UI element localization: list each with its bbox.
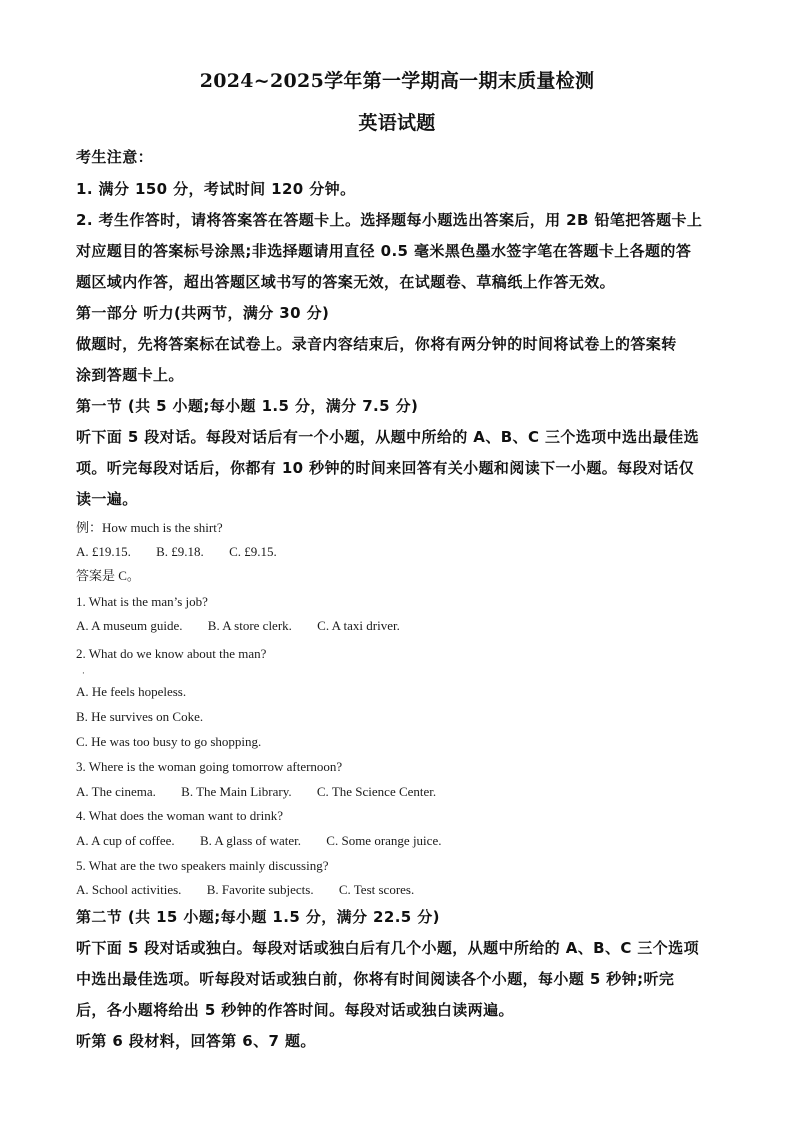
section1-heading: 第一节 (共 5 小题;每小题 1.5 分，满分 7.5 分) xyxy=(76,397,419,415)
notice-item-2-line-3: 题区域内作答，超出答题区域书写的答案无效，在试题卷、草稿纸上作答无效。 xyxy=(76,273,616,291)
example-option-c: C. £9.15. xyxy=(229,544,277,559)
section2-instruction-line-3: 后，各小题将给出 5 秒钟的作答时间。每段对话或独白读两遍。 xyxy=(76,1001,514,1019)
example-options xyxy=(76,542,726,562)
exam-subtitle: 英语试题 xyxy=(358,112,436,134)
question-1: 1. What is the man’s job? xyxy=(76,594,208,609)
part1-instruction-line-2: 涂到答题卡上。 xyxy=(76,366,184,384)
q1-option-a: A. A museum guide. xyxy=(76,618,183,633)
question-3-options xyxy=(76,782,726,802)
notice-item-1: 1. 满分 150 分，考试时间 120 分钟。 xyxy=(76,180,356,198)
section1-instruction-line-3: 读一遍。 xyxy=(76,490,138,508)
question-4: 4. What does the woman want to drink? xyxy=(76,808,283,823)
example-answer: 答案是 C。 xyxy=(76,568,140,583)
question-3: 3. Where is the woman going tomorrow afternoon? xyxy=(76,759,343,774)
question-4-options xyxy=(76,831,726,851)
q3-option-c: C. The Science Center. xyxy=(316,784,437,799)
notice-item-2-line-2: 对应题目的答案标号涂黑;非选择题请用直径 0.5 毫米黑色墨水签字笔在答题卡上各题的答 xyxy=(76,242,692,260)
question-2: 2. What do we know about the man? xyxy=(76,646,267,661)
q2-option-a: A. He feels hopeless. xyxy=(76,684,187,699)
question-5: 5. What are the two speakers mainly discussing? xyxy=(76,858,329,873)
section2-instruction-line-2: 中选出最佳选项。听每段对话或独白前，你将有时间阅读各个小题，每小题 5 秒钟;听完 xyxy=(76,970,675,988)
question-1-options xyxy=(76,616,726,636)
q5-option-b: B. Favorite subjects. xyxy=(206,882,314,897)
q1-option-c: C. A taxi driver. xyxy=(317,618,400,633)
q4-option-a: A. A cup of coffee. xyxy=(76,833,175,848)
section2-heading: 第二节 (共 15 小题;每小题 1.5 分，满分 22.5 分) xyxy=(76,908,440,926)
notice-item-2-line-1: 2. 考生作答时，请将答案答在答题卡上。选择题每小题选出答案后，用 2B 铅笔把答题卡上 xyxy=(76,211,703,229)
section1-instruction-line-1: 听下面 5 段对话。每段对话后有一个小题，从题中所给的 A、B、C 三个选项中选出最佳选 xyxy=(76,428,699,446)
q3-option-a: A. The cinema. xyxy=(76,784,156,799)
q5-option-a: A. School activities. xyxy=(76,882,182,897)
question-5-options xyxy=(76,880,726,900)
part1-instruction-line-1: 做题时，先将答案标在试卷上。录音内容结束后，你将有两分钟的时间将试卷上的答案转 xyxy=(76,335,677,353)
notice-heading: 考生注意： xyxy=(76,148,154,166)
stray-mark: · xyxy=(82,669,85,679)
example-option-b: B. £9.18. xyxy=(156,544,204,559)
q4-option-c: C. Some orange juice. xyxy=(326,833,442,848)
q2-option-b: B. He survives on Coke. xyxy=(76,709,204,724)
section1-instruction-line-2: 项。听完每段对话后，你都有 10 秒钟的时间来回答有关小题和阅读下一小题。每段对话仅 xyxy=(76,459,695,477)
q1-option-b: B. A store clerk. xyxy=(207,618,292,633)
section2-instruction-line-1: 听下面 5 段对话或独白。每段对话或独白后有几个小题，从题中所给的 A、B、C 三个选项 xyxy=(76,939,699,957)
q2-option-c: C. He was too busy to go shopping. xyxy=(76,734,262,749)
q3-option-b: B. The Main Library. xyxy=(181,784,292,799)
part1-heading: 第一部分 听力(共两节，满分 30 分) xyxy=(76,304,330,322)
example-option-a: A. £19.15. xyxy=(76,544,131,559)
q4-option-b: B. A glass of water. xyxy=(199,833,302,848)
example-question: 例：How much is the shirt? xyxy=(76,520,223,535)
material-6-heading: 听第 6 段材料，回答第 6、7 题。 xyxy=(76,1032,316,1050)
q5-option-c: C. Test scores. xyxy=(338,882,415,897)
exam-title: 2024~2025学年第一学期高一期末质量检测 xyxy=(199,70,595,92)
